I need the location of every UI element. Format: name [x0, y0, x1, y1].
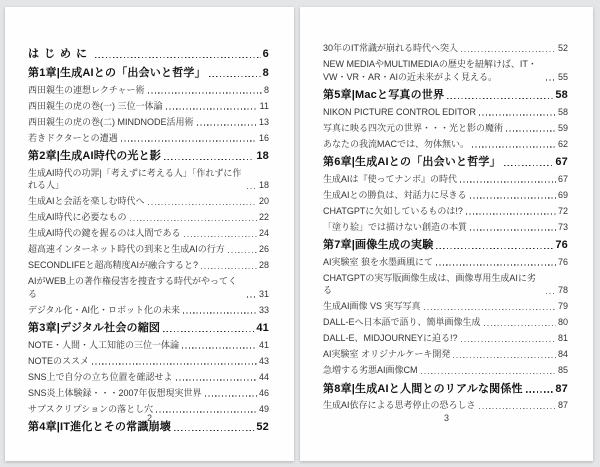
toc-entry-section — [323, 42, 568, 55]
dot-leader — [163, 331, 254, 333]
toc-entry-section — [323, 138, 568, 151]
dot-leader — [184, 236, 257, 237]
toc-entry-section — [323, 332, 568, 345]
dot-leader — [421, 373, 556, 374]
toc-entry-label: 30年のIT常識が崩れる時代へ突入 — [323, 43, 459, 53]
toc-page-right — [300, 7, 593, 461]
toc-entry-label: NOTEのススメ — [28, 355, 90, 366]
toc-entry-page-number: 76 — [555, 239, 568, 251]
toc-entry-label: 生成AIと会話を楽しむ時代へ — [28, 196, 145, 206]
toc-entry-page-number: 22 — [258, 212, 269, 222]
toc-entry-chapter — [323, 155, 568, 169]
dot-leader — [166, 108, 258, 109]
toc-entry-page-number: 80 — [557, 317, 568, 327]
dot-leader — [209, 76, 261, 78]
toc-entry-page-number: 33 — [258, 304, 269, 315]
toc-entry-section — [28, 100, 269, 113]
toc-entry-section — [323, 189, 568, 202]
toc-entry-page-number: 55 — [557, 71, 568, 82]
toc-entry-section — [323, 221, 568, 234]
toc-list-left — [28, 47, 269, 434]
dot-leader — [546, 79, 556, 80]
toc-entry-label: CHATGPTの実写版画像生成は、画像専用生成AIに劣る — [323, 272, 536, 295]
toc-entry-label: デジタル化・AI化・ロボット化の未来 — [28, 304, 180, 315]
toc-entry-section — [323, 316, 568, 329]
toc-entry-section — [323, 205, 568, 218]
toc-entry-section — [28, 116, 269, 129]
toc-entry-section — [28, 227, 269, 240]
dot-leader — [436, 248, 553, 250]
toc-entry-label: AI実験室 狼を水墨画風にて — [323, 256, 434, 267]
dot-leader — [183, 312, 257, 313]
toc-entry-section — [28, 132, 269, 145]
toc-entry-label: 第8章|生成AIと人間とのリアルな関係性 — [323, 382, 523, 395]
dot-leader — [174, 430, 254, 432]
toc-entry-section — [28, 211, 269, 224]
toc-entry-label: サブスクリプションの落とし穴 — [28, 403, 154, 414]
dot-leader — [447, 98, 553, 100]
toc-entry-section — [28, 167, 269, 192]
toc-entry-page-number: 16 — [258, 132, 269, 143]
toc-entry-label: SECONDLIFEと超高精度AIが融合すると? — [28, 260, 199, 270]
dot-leader — [466, 213, 556, 214]
dot-leader — [164, 159, 254, 161]
toc-entry-section — [28, 84, 269, 97]
toc-entry-section — [28, 195, 269, 208]
toc-entry-label: 第2章|生成AI時代の光と影 — [28, 150, 161, 162]
toc-entry-page-number: 67 — [557, 173, 568, 184]
toc-entry-page-number: 20 — [258, 196, 269, 206]
toc-entry-section — [323, 106, 568, 119]
toc-entry-page-number: 46 — [258, 387, 269, 398]
dot-leader — [247, 296, 257, 297]
toc-entry-section — [28, 275, 269, 300]
toc-entry-page-number: 59 — [557, 122, 568, 133]
dot-leader — [479, 114, 556, 115]
toc-entry-page-number: 85 — [557, 365, 568, 375]
toc-entry-page-number: 41 — [258, 339, 269, 350]
dot-leader — [148, 92, 262, 93]
toc-entry-label: 超高速インターネット時代の到来と生成AIの行方 — [28, 244, 225, 254]
toc-entry-section — [28, 371, 269, 384]
toc-entry-label: 生成AI依存による思考停止の恐ろしさ — [323, 400, 476, 410]
toc-entry-label: 生成AI時代の鍵を握るのは人間である — [28, 228, 181, 238]
toc-entry-label: 第5章|Macと写真の世界 — [323, 89, 445, 101]
dot-leader — [453, 357, 556, 358]
toc-entry-label: CHATGPTに欠如しているものは!? — [323, 205, 463, 216]
toc-entry-section — [323, 300, 568, 313]
toc-entry-label: 第7章|画像生成の実験 — [323, 239, 434, 251]
dot-leader — [247, 188, 257, 189]
toc-entry-chapter — [28, 66, 269, 80]
toc-entry-section — [28, 355, 269, 368]
toc-entry-page-number: 18 — [256, 150, 269, 162]
toc-entry-label: 第4章|IT進化とその常識崩壊 — [28, 421, 171, 433]
toc-entry-label: NEW MEDIAやMULTIMEDIAの歴史を紐解けば、IT・VW・VR・AR・AIの近未来がよく見える。 — [323, 59, 537, 82]
toc-entry-page-number: 44 — [258, 371, 269, 382]
dot-leader — [205, 395, 257, 396]
toc-entry-chapter — [323, 238, 568, 252]
toc-entry-label: NOTE・人間・人工知能の三位一体論 — [28, 339, 180, 350]
toc-entry-page-number: 18 — [258, 180, 269, 190]
toc-entry-section — [28, 304, 269, 317]
toc-entry-label: SNS上で自分の立ち位置を確認せよ — [28, 371, 173, 382]
toc-entry-label: 「塗り絵」では描けない創造の本質 — [323, 221, 468, 232]
toc-entry-label: 急増する劣悪AI画像CM — [323, 365, 418, 375]
dot-leader — [148, 204, 257, 205]
toc-entry-chapter — [323, 88, 568, 102]
toc-entry-section — [323, 122, 568, 135]
toc-entry-label: DALL-Eへ日本語で語り、簡単画像生成 — [323, 317, 481, 327]
toc-entry-page-number: 79 — [557, 301, 568, 311]
dot-leader — [436, 264, 556, 265]
dot-leader — [526, 391, 554, 393]
dot-leader — [228, 252, 257, 253]
dot-leader — [506, 130, 556, 131]
dot-leader — [92, 363, 257, 364]
dot-leader — [472, 146, 556, 147]
dot-leader — [479, 408, 556, 409]
toc-entry-page-number: 8 — [263, 84, 269, 95]
toc-entry-label: 生成AI時代の功罪|「考えずに考える人」「作れずに作れる人」 — [28, 167, 242, 190]
toc-entry-page-number: 41 — [256, 322, 269, 334]
toc-entry-page-number: 11 — [259, 100, 269, 111]
toc-entry-label: 西田親生の虎の巻(一) 三位一体論 — [28, 100, 163, 111]
toc-list-right — [323, 42, 568, 412]
dot-leader — [121, 140, 257, 141]
toc-entry-page-number: 26 — [258, 244, 269, 254]
toc-entry-page-number: 62 — [557, 138, 568, 149]
toc-entry-label: NIKON PICTURE CONTROL EDITOR — [323, 106, 477, 117]
toc-entry-label: DALL-E、MIDJOURNEYに迫る!? — [323, 333, 458, 343]
toc-entry-section — [323, 399, 568, 412]
toc-entry-heading — [28, 47, 269, 61]
toc-entry-page-number: 52 — [256, 421, 269, 433]
toc-page-left — [5, 7, 294, 461]
toc-entry-page-number: 76 — [557, 256, 568, 267]
dot-leader — [197, 124, 257, 125]
toc-entry-label: 第6章|生成AIとの「出会いと哲学」 — [323, 156, 501, 168]
toc-entry-page-number: 73 — [557, 221, 568, 232]
toc-entry-page-number: 49 — [258, 403, 269, 414]
toc-entry-section — [28, 339, 269, 352]
toc-entry-label: 生成AIとの勝負は、対話力に尽きる — [323, 189, 467, 200]
toc-entry-chapter — [28, 149, 269, 163]
toc-entry-page-number: 87 — [557, 400, 568, 410]
dot-leader — [470, 229, 556, 230]
dot-leader — [424, 309, 556, 310]
dot-leader — [546, 293, 556, 294]
toc-entry-label: AI実験室 オリジナルケーキ開発 — [323, 349, 451, 359]
toc-entry-page-number: 58 — [557, 106, 568, 117]
toc-entry-label: SNS炎上体験録・・・2007年仮想現実世界 — [28, 387, 202, 398]
toc-entry-chapter — [28, 321, 269, 335]
toc-entry-label: 生成AI時代に必要なもの — [28, 212, 127, 222]
toc-entry-page-number: 78 — [557, 285, 568, 295]
toc-entry-section — [323, 348, 568, 361]
dot-leader — [470, 197, 556, 198]
toc-entry-page-number: 72 — [557, 205, 568, 216]
toc-entry-label: あなたの我流MACでは、勿体無い。 — [323, 138, 470, 149]
toc-entry-page-number: 84 — [557, 349, 568, 359]
dot-leader — [504, 165, 554, 167]
toc-entry-label: 若きドクターとの遭遇 — [28, 132, 118, 143]
toc-entry-label: 西田親生の連想レクチャー術 — [28, 84, 145, 95]
toc-entry-section — [28, 259, 269, 272]
toc-entry-label: 第1章|生成AIとの「出会いと哲学」 — [28, 67, 206, 79]
toc-entry-section — [323, 256, 568, 269]
toc-entry-page-number: 52 — [557, 43, 568, 53]
dot-leader — [95, 57, 261, 59]
toc-entry-page-number: 67 — [555, 156, 568, 168]
toc-entry-label: 西田親生の虎の巻(二) MINDNODE活用術 — [28, 116, 194, 127]
toc-entry-label: 写真に映る四次元の世界・・・光と影の魔術 — [323, 122, 504, 133]
toc-entry-label: 第3章|デジタル社会の縮図 — [28, 322, 161, 334]
toc-entry-section — [323, 272, 568, 297]
dot-leader — [461, 341, 556, 342]
toc-entry-section — [323, 58, 568, 83]
toc-entry-label: 生成AI画像 VS 実写写真 — [323, 301, 421, 311]
toc-entry-label: AIがWEB上の著作権侵害を捜査する時代がやってくる — [28, 276, 238, 299]
toc-entry-page-number: 87 — [555, 382, 568, 395]
dot-leader — [182, 347, 257, 348]
dot-leader — [460, 181, 556, 182]
page-number-right: 3 — [443, 413, 449, 423]
toc-entry-page-number: 8 — [262, 67, 269, 79]
toc-entry-page-number: 24 — [258, 228, 269, 238]
toc-entry-section — [323, 173, 568, 186]
toc-entry-section — [323, 364, 568, 377]
toc-entry-label: 生成AIは『使ってナンボ』の時代 — [323, 173, 458, 184]
dot-leader — [201, 268, 257, 269]
toc-entry-page-number: 69 — [557, 189, 568, 200]
toc-entry-page-number: 13 — [258, 116, 269, 127]
toc-entry-chapter — [323, 382, 568, 396]
toc-entry-section — [28, 387, 269, 400]
toc-entry-page-number: 81 — [557, 333, 568, 343]
page-number-left: 2 — [146, 413, 152, 423]
toc-entry-page-number: 31 — [258, 288, 269, 299]
dot-leader — [484, 325, 556, 326]
toc-entry-page-number: 43 — [258, 355, 269, 366]
dot-leader — [461, 51, 556, 52]
toc-entry-page-number: 6 — [262, 48, 269, 60]
toc-entry-section — [28, 243, 269, 256]
toc-entry-page-number: 28 — [258, 260, 269, 270]
dot-leader — [130, 220, 257, 221]
dot-leader — [176, 379, 257, 380]
toc-entry-label: はじめに — [28, 48, 92, 60]
toc-entry-page-number: 58 — [555, 89, 568, 101]
